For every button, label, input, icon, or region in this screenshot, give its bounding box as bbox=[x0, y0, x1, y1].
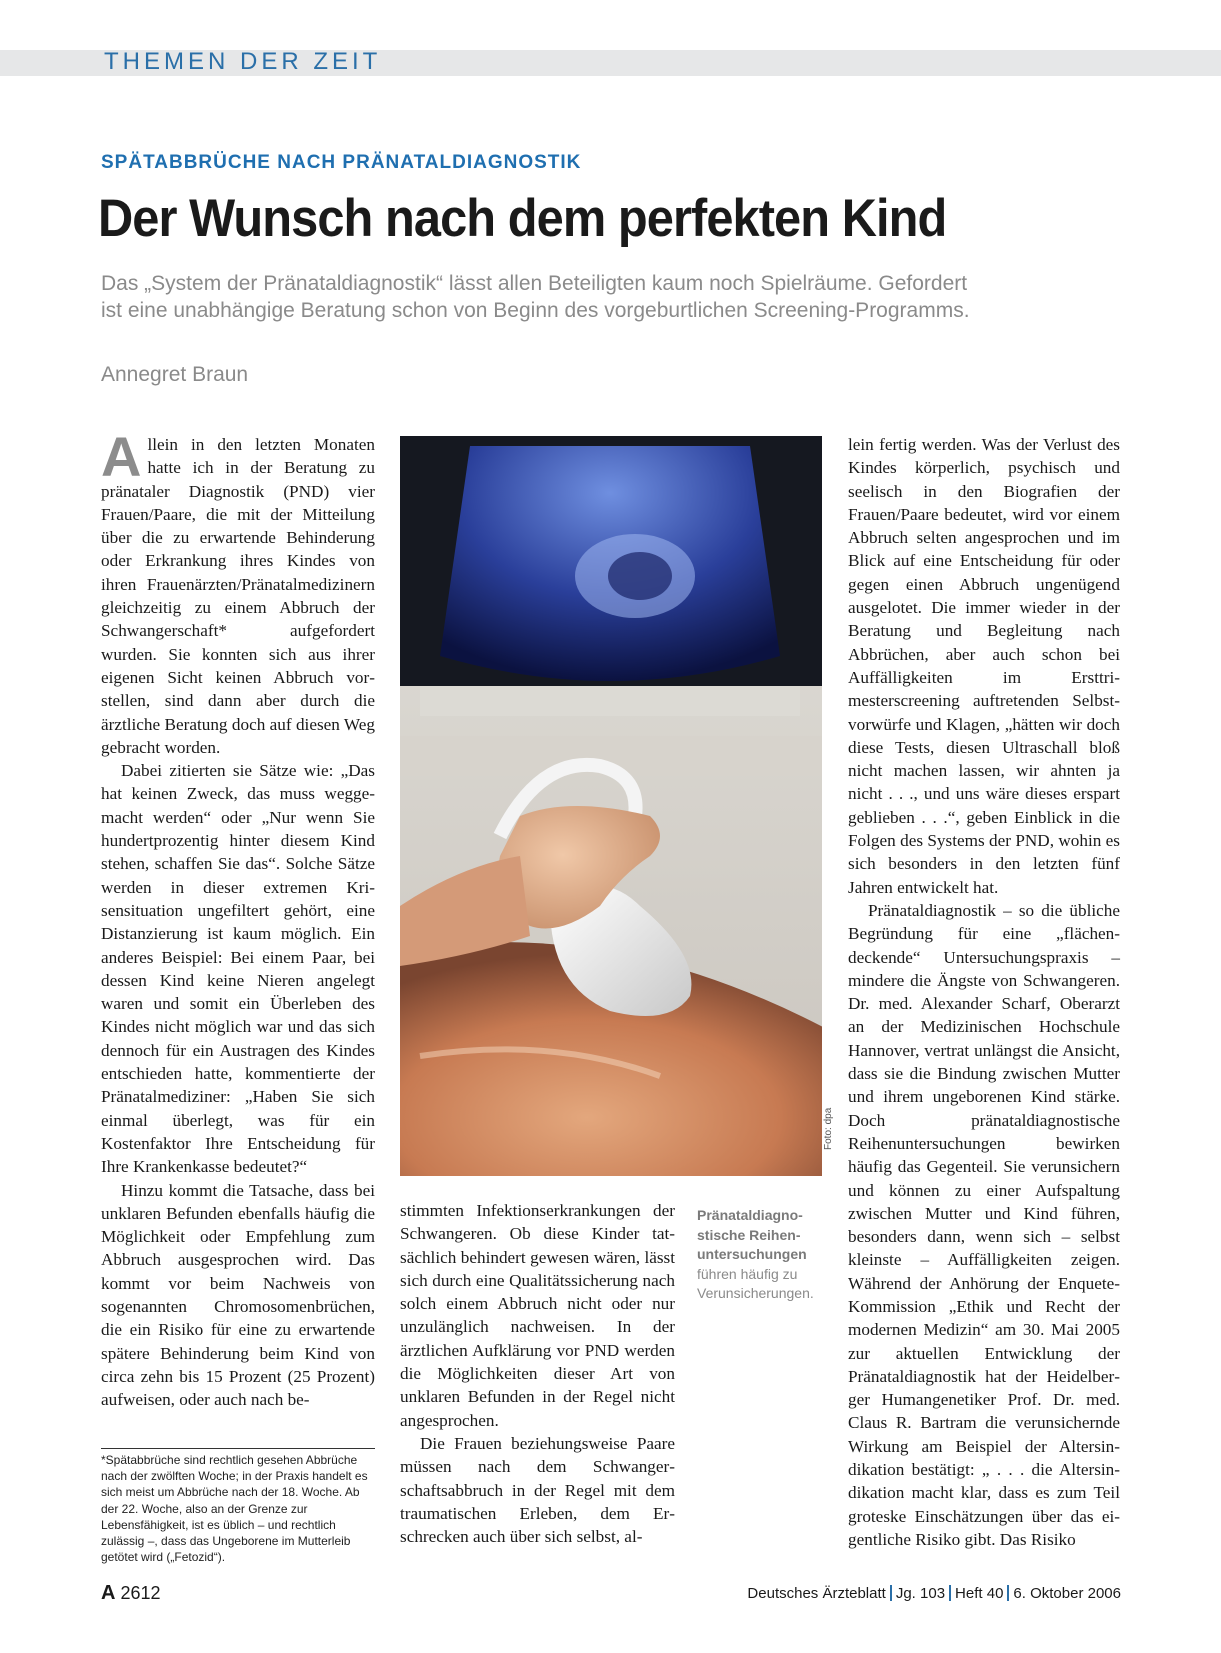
caption-text: führen häufig zu Verunsicherungen. bbox=[697, 1265, 814, 1301]
ultrasound-photo-image bbox=[400, 436, 822, 1176]
paragraph-text: llein in den letzten Monaten hatte ich in der Beratung zu pränataler Diagnostik (PND) vier Frauen/Paare, die mit der Mitteilung über die zu erwartende Behinderung oder Erkrankung ihres Kindes von ihren Frauenärzten/Pränatalmedizinern gleichzeitig zu einem Abbruch der Schwangerschaft* aufgefordert wurden. Sie konnten sich aus ihrer eigenen Sicht keinen Abbruch vorstellen, sind dann aber durch die ärztliche Beratung doch auf diesen Weg gebracht worden. bbox=[101, 435, 375, 757]
drop-cap: A bbox=[101, 425, 142, 488]
kicker: SPÄTABBRÜCHE NACH PRÄNATALDIAGNOSTIK bbox=[101, 152, 582, 173]
paragraph: Die Frauen beziehungsweise Paare müssen nach dem Schwangerschaftsabbruch in der Regel mit dem traumatischen Erleben, dem Erschrecken auch über sich selbst, al- bbox=[400, 1433, 675, 1547]
page-number bbox=[101, 1582, 161, 1605]
body-column-2 bbox=[400, 1199, 675, 1548]
body-column-3 bbox=[848, 433, 1120, 1551]
page-number-value: 2612 bbox=[120, 1583, 161, 1603]
journal-footer bbox=[747, 1585, 1121, 1602]
journal-date: 6. Oktober 2006 bbox=[1013, 1585, 1121, 1602]
footer-separator bbox=[1007, 1585, 1009, 1601]
paragraph: stimmten Infektionserkrankungen der Schwangeren. Ob diese Kinder tatsächlich behindert gewesen wären, lässt sich durch eine Qualitätssicherung nach solch einem Abbruch nicht oder nur unzulänglich nachweisen. In der ärztlichen Aufklärung vor PND werden die Möglichkeiten dieser Art von unklaren Befunden in der Regel nicht angesprochen. bbox=[400, 1201, 675, 1430]
journal-volume: Jg. 103 bbox=[895, 1585, 946, 1602]
footer-separator bbox=[890, 1585, 892, 1601]
photo-credit: Foto: dpa bbox=[823, 1107, 834, 1150]
section-label: THEMEN DER ZEIT bbox=[104, 48, 382, 75]
author-byline: Annegret Braun bbox=[101, 363, 249, 386]
paragraph: Hinzu kommt die Tatsache, dass bei unklaren Befunden ebenfalls häufig die Möglichkeit oder Empfehlung zum Abbruch ausgesprochen wird. Das kommt vor beim Nachweis von sogenannten Chromosomenbrüchen, die ein Risiko für eine zu erwartende spätere Behinderung beim Kind von circa zehn bis 15 Prozent (25 Prozent) aufweisen, oder auch nach be- bbox=[101, 1180, 375, 1410]
photo-caption bbox=[697, 1206, 827, 1304]
page-letter: A bbox=[101, 1582, 116, 1604]
journal-name: Deutsches Ärzteblatt bbox=[747, 1585, 886, 1602]
footnote: *Spätabbrüche sind rechtlich gesehen Abbrüche nach der zwölften Woche; in der Praxis handelt es sich meist um Abbrüche nach der 18. Woche. Ab der 22. Woche, also an der Grenze zur Lebensfähigkeit, ist es üblich – und rechtlich zulässig –, dass das Ungeborene im Mutterleib getötet wird („Fetozid“). bbox=[101, 1453, 368, 1565]
paragraph: Dabei zitierten sie Sätze wie: „Das hat keinen Zweck, das muss weggemacht werden“ oder „Nur wenn Sie hundertprozentig hinter diesem Kind stehen, schaffen Sie das“. Solche Sätze werden in dieser extremen Krisensituation ungefiltert gehört, eine Distanzierung ist kaum möglich. Ein anderes Beispiel: Bei einem Paar, bei dessen Kind keine Nieren angelegt waren und somit ein Überleben des Kindes nicht möglich war und das sich dennoch für ein Austragen des Kindes entschieden hatte, kommentierte der Pränatalmediziner: „Haben Sie sich einmal überlegt, was für ein Kostenfaktor Ihre Entscheidung für Ihre Krankenkasse bedeutet?“ bbox=[101, 761, 375, 1177]
ultrasound-photo bbox=[400, 436, 822, 1176]
lead-paragraph: Das „System der Pränataldiagnostik“ lässt allen Beteiligten kaum noch Spielräume. Gefordert ist eine unabhängige Beratung schon von Beginn des vorgeburtlichen Screening-Programms. bbox=[101, 272, 970, 322]
footnote-rule bbox=[101, 1448, 375, 1449]
paragraph: Pränataldiagnostik – so die übliche Begründung für eine „flächendeckende“ Untersuchungspraxis – mindere die Ängste von Schwangeren. Dr. med. Alexander Scharf, Oberarzt an der Medizinischen Hochschule Hannover, vertrat unlängst die Ansicht, dass sie die Bindung zwischen Mutter und ihrem ungeborenen Kind stärke. Doch pränataldiagnostische Reihenuntersuchungen bewirken häufig das Gegenteil. Sie verunsichern und können zu einer Aufspaltung zwischen Mutter und Kind führen, besonders dann, wenn sich – selbst kleinste – Auffälligkeiten zeigen. Während der Anhörung der Enquete-Kommission „Ethik und Recht der modernen Medizin“ am 30. Mai 2005 zur aktuellen Entwicklung der Pränataldiagnostik hat der Heidelberger Humangenetiker Prof. Dr. med. Claus R. Bartram die verunsichernde Wirkung am Beispiel der Altersindikation bestätigt: „ . . . die Altersindikation macht klar, dass es zum Teil groteske Einschätzungen über das eigentliche Risiko gibt. Das Risiko bbox=[848, 900, 1120, 1549]
journal-issue: Heft 40 bbox=[955, 1585, 1004, 1602]
caption-heading: Pränataldiagnostische Reihenuntersuchungen bbox=[697, 1207, 807, 1262]
headline: Der Wunsch nach dem perfekten Kind bbox=[98, 189, 947, 248]
footer-separator bbox=[949, 1585, 951, 1601]
body-column-1 bbox=[101, 425, 375, 1411]
paragraph bbox=[101, 425, 375, 759]
paragraph: lein fertig werden. Was der Verlust des Kindes körperlich, psychisch und seelisch in den Biografien der Frauen/Paare bedeutet, wird vor einem Abbruch selten angesprochen und im Blick auf eine Entscheidung für oder gegen einen Abbruch ungenügend ausgelotet. Die immer wieder in der Beratung und Begleitung nach Abbrüchen, aber auch schon bei Auffälligkeiten im Ersttrimesterscreening auftretenden Selbstvorwürfe und Klagen, „hätten wir doch diese Tests, diesen Ultraschall bloß nicht machen lassen, wir ahnten ja nicht . . ., und uns wäre dieses erspart geblieben . . .“, geben Einblick in die Folgen des Systems der PND, wohin es sich besonders in den letzten fünf Jahren entwickelt hat. bbox=[848, 435, 1120, 897]
